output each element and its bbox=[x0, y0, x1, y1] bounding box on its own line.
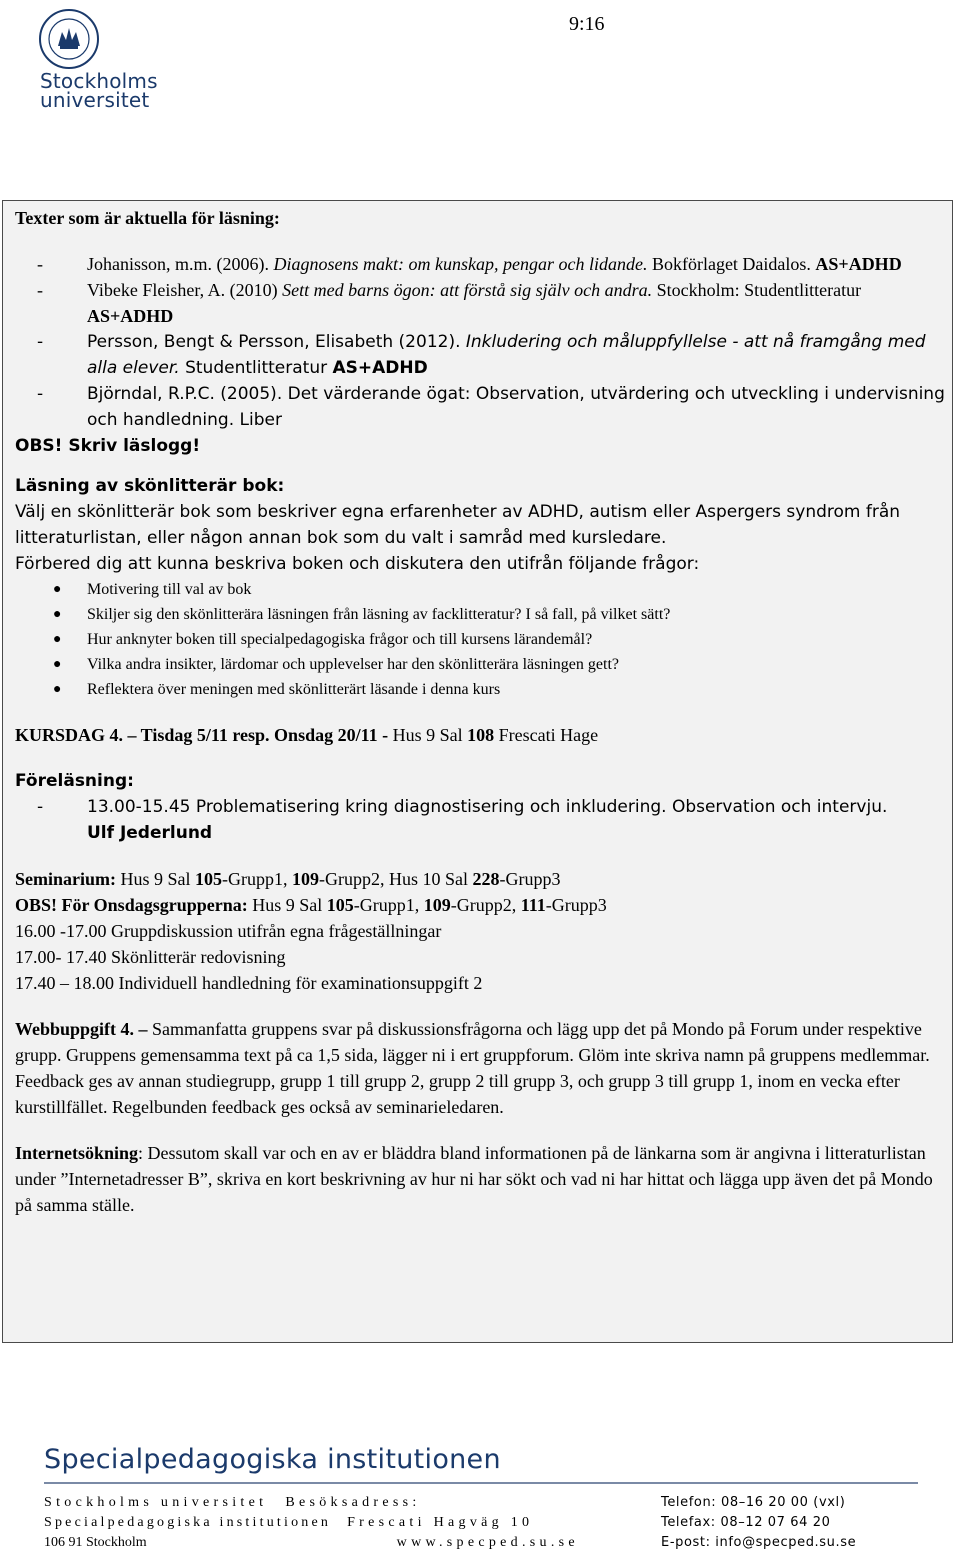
schedule-item: 16.00 -17.00 Gruppdiskussion utifrån egna frågeställningar bbox=[15, 921, 442, 941]
list-item: ● Motivering till val av bok bbox=[15, 577, 945, 602]
university-seal-icon bbox=[36, 8, 102, 70]
bullet-icon: ● bbox=[53, 632, 62, 647]
lecture-heading: Föreläsning: bbox=[15, 771, 134, 791]
obs-note: OBS! Skriv läslogg! bbox=[15, 436, 201, 456]
footer-address: Stockholms universitet Besöksadress: Specialpedagogiska institutionen Frescati Hagväg 10 106 91 Stockholm www.specped.su.se bbox=[44, 1495, 579, 1550]
bullet-icon: ● bbox=[53, 682, 62, 697]
section-heading: Texter som är aktuella för läsning: bbox=[15, 208, 280, 228]
reference-item: - Vibeke Fleisher, A. (2010) Sett med barns ögon: att förstå sig själv och andra. Stockholm: Studentlitteratur AS+ADHD bbox=[37, 280, 862, 326]
logo-text-line1: Stockholms bbox=[40, 69, 158, 93]
bullet-icon: ● bbox=[53, 657, 62, 672]
seminar-line: Seminarium: Hus 9 Sal 105-Grupp1, 109-Grupp2, Hus 10 Sal 228-Grupp3 bbox=[15, 869, 561, 889]
schedule-item: 17.00- 17.40 Skönlitterär redovisning bbox=[15, 947, 286, 967]
list-item: ● Reflektera över meningen med skönlitterärt läsande i denna kurs bbox=[15, 677, 945, 702]
reading-heading: Läsning av skönlitterär bok: bbox=[15, 476, 285, 496]
content-body bbox=[15, 205, 945, 1218]
list-item: ● Skiljer sig den skönlitterära läsningen från läsning av facklitteratur? I så fall, på vilket sätt? bbox=[15, 602, 945, 627]
footer-institution-title: Specialpedagogiska institutionen bbox=[44, 1444, 501, 1475]
list-item: ● Hur anknyter boken till specialpedagogiska frågor och till kursens lärandemål? bbox=[15, 627, 945, 652]
time-label: 9:16 bbox=[569, 13, 605, 35]
web-task-paragraph: Webbuppgift 4. – Sammanfatta gruppens svar på diskussionsfrågorna och lägg upp det på Mondo på Forum under respektive grupp. Gruppens gemensamma text på ca 1,5 sida, lägger ni i ert gruppforum. Glöm inte skriva namn på gruppens medlemmar. Feedback ges av annan studiegrupp, grupp 1 till grupp 2, grupp 2 till grupp 3, och grupp 3 till grupp 1, inom en vecka efter kurstillfället. Regelbunden feedback ges också av seminarieledaren. bbox=[15, 1019, 930, 1117]
reference-item: - Johanisson, m.m. (2006). Diagnosens makt: om kunskap, pengar och lidande. Bokförlaget Daidalos. AS+ADHD bbox=[37, 254, 902, 274]
kursdag-heading: KURSDAG 4. – Tisdag 5/11 resp. Onsdag 20/11 - Hus 9 Sal 108 Frescati Hage bbox=[15, 725, 599, 745]
reference-item: - Björndal, R.P.C. (2005). Det värderande ögat: Observation, utvärdering och utveckling i undervisning och handledning. Liber bbox=[37, 384, 945, 430]
onsdag-line: OBS! För Onsdagsgrupperna: Hus 9 Sal 105-Grupp1, 109-Grupp2, 111-Grupp3 bbox=[15, 895, 607, 915]
bullet-icon: ● bbox=[53, 582, 62, 597]
footer-contact: Telefon: 08–16 20 00 (vxl) Telefax: 08–12 07 64 20 E-post: info@specped.su.se bbox=[661, 1495, 857, 1550]
reading-paragraph: Välj en skönlitterär bok som beskriver egna erfarenheter av ADHD, autism eller Aspergers syndrom från litteraturlistan, eller någon annan bok som du valt i samråd med kursledare. bbox=[15, 502, 901, 548]
bullet-icon: ● bbox=[53, 607, 62, 622]
list-item: ● Vilka andra insikter, lärdomar och upplevelser har den skönlitterära läsningen gett? bbox=[15, 652, 945, 677]
lecture-item: - 13.00-15.45 Problematisering kring diagnostisering och inkludering. Observation och intervju. Ulf Jederlund bbox=[37, 797, 888, 843]
footer-divider bbox=[44, 1482, 918, 1484]
internet-paragraph: Internetsökning: Dessutom skall var och en av er bläddra bland informationen på de länkarna som är angivna i litteraturlistan under ”Internetadresser B”, skriva en kort beskrivning av hur ni har sökt och vad ni har hittat och lägga upp även det på Mondo på samma ställe. bbox=[15, 1143, 933, 1215]
reference-item: - Persson, Bengt & Persson, Elisabeth (2012). Inkludering och måluppfyllelse - att nå framgång med alla elever. Studentlitteratur AS+ADHD bbox=[37, 332, 926, 378]
schedule-item: 17.40 – 18.00 Individuell handledning för examinationsuppgift 2 bbox=[15, 973, 483, 993]
reading-paragraph: Förbered dig att kunna beskriva boken och diskutera den utifrån följande frågor: bbox=[15, 554, 700, 574]
content-box bbox=[2, 200, 953, 1343]
logo-text-line2: universitet bbox=[40, 88, 150, 112]
university-logo bbox=[36, 8, 166, 112]
